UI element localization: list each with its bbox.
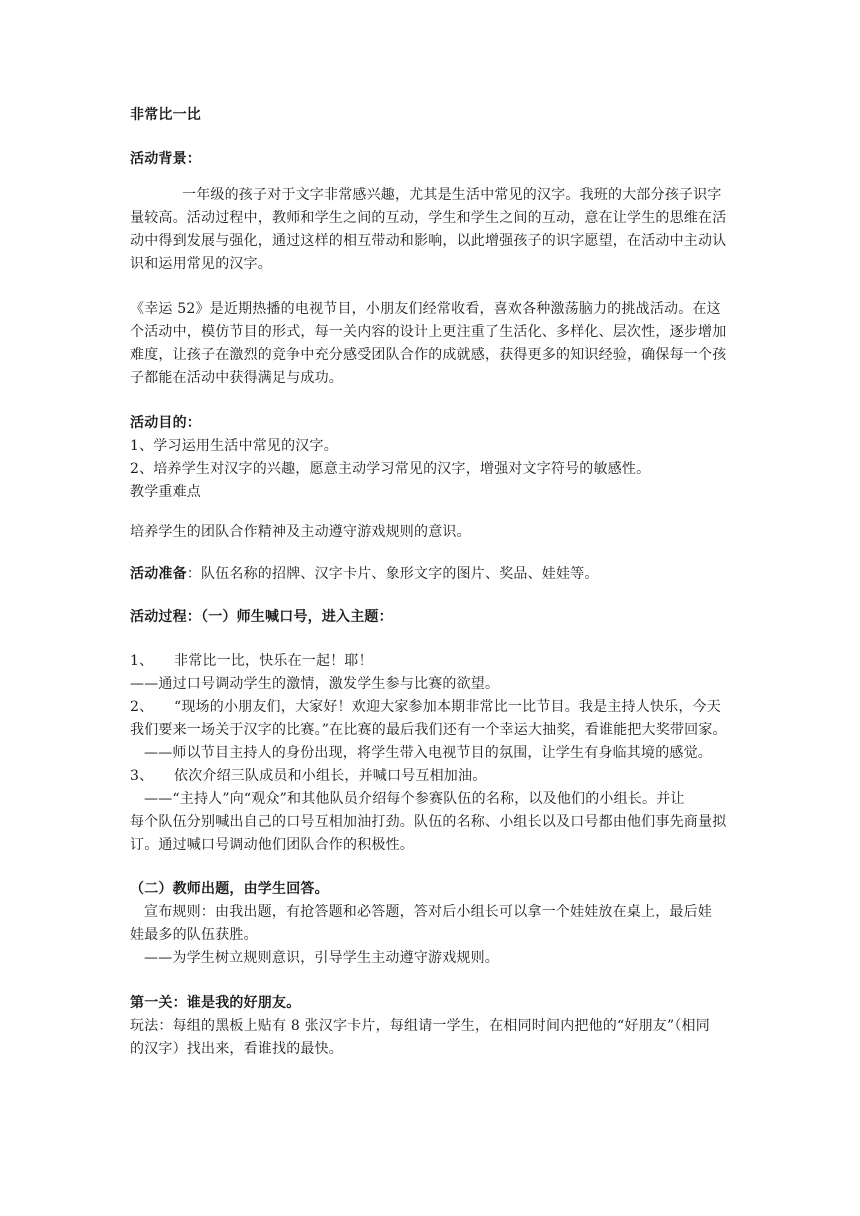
section-2-heading: （二）教师出题，由学生回答。 [130, 881, 329, 897]
purpose-heading: 活动目的： [130, 415, 201, 431]
background-paragraph-line: 子都能在活动中获得满足与成功。 [130, 370, 343, 386]
step-3-note-line: 订。通过喊口号调动他们团队合作的积极性。 [130, 837, 414, 853]
preparation-label: 活动准备 [130, 566, 187, 582]
level-1-play-line: 的汉字）找出来，看谁找的最快。 [130, 1041, 343, 1057]
preparation-line [130, 563, 599, 585]
background-paragraph-line: 个活动中，模仿节目的形式，每一关内容的设计上更注重了生活化、多样化、层次性，逐步增加 [130, 324, 727, 340]
background-paragraph-line: 难度，让孩子在激烈的竞争中充分感受团队合作的成就感，获得更多的知识经验，确保每一个孩 [130, 347, 727, 363]
step-number: 3、 [130, 768, 154, 784]
background-paragraph-line: 一年级的孩子对于文字非常感兴趣，尤其是生活中常见的汉字。我班的大部分孩子识字 [182, 187, 722, 203]
step-text: “现场的小朋友们，大家好！欢迎大家参加本期非常比一比节目。我是主持人快乐，今天 [174, 699, 721, 715]
step-2-line: 我们要来一场关于汉字的比赛。”在比赛的最后我们还有一个幸运大抽奖，看谁能把大奖带回家。 [130, 722, 727, 738]
background-paragraph-line: 识和运用常见的汉字。 [130, 256, 272, 272]
step-3-note-line: ——“主持人”向“观众”和其他队员介绍每个参赛队伍的名称，以及他们的小组长。并让 [144, 791, 685, 807]
step-text: 依次介绍三队成员和小组长，并喊口号互相加油。 [174, 768, 487, 784]
step-number: 2、 [130, 699, 154, 715]
document-title: 非常比一比 [130, 107, 201, 123]
document-page [130, 0, 742, 1216]
background-paragraph-line: 动中得到发展与强化，通过这样的相互带动和影响，以此增强孩子的识字愿望，在活动中主动认 [130, 233, 727, 249]
step-3 [130, 765, 486, 787]
step-2 [130, 696, 721, 718]
rules-note: ——为学生树立规则意识，引导学生主动遵守游戏规则。 [144, 950, 499, 966]
purpose-item: 2、培养学生对汉字的兴趣，愿意主动学习常见的汉字，增强对文字符号的敏感性。 [130, 461, 651, 477]
rules-line: 娃最多的队伍获胜。 [130, 927, 258, 943]
step-3-note-line: 每个队伍分别喊出自己的口号互相加油打劲。队伍的名称、小组长以及口号都由他们事先商量拟 [130, 814, 727, 830]
key-points-text: 培养学生的团队合作精神及主动遵守游戏规则的意识。 [130, 524, 471, 540]
rules-line: 宣布规则：由我出题，有抢答题和必答题，答对后小组长可以拿一个娃娃放在桌上，最后娃 [144, 904, 712, 920]
step-2-note: ——师以节目主持人的身份出现，将学生带入电视节目的氛围，让学生有身临其境的感觉。 [144, 745, 712, 761]
preparation-text: ：队伍名称的招牌、汉字卡片、象形文字的图片、奖品、娃娃等。 [186, 566, 599, 582]
background-heading: 活动背景： [130, 151, 201, 167]
step-number: 1、 [130, 653, 154, 669]
process-heading: 活动过程：（一）师生喊口号，进入主题： [130, 609, 393, 625]
background-paragraph-line: 量较高。活动过程中，教师和学生之间的互动，学生和学生之间的互动，意在让学生的思维在活 [130, 210, 727, 226]
level-1-heading: 第一关：谁是我的好朋友。 [130, 995, 301, 1011]
background-paragraph-line: 《幸运 52》是近期热播的电视节目，小朋友们经常收看，喜欢各种激荡脑力的挑战活动。在这 [130, 301, 721, 317]
step-1-note: ——通过口号调动学生的激情，激发学生参与比赛的欲望。 [130, 676, 500, 692]
purpose-item: 1、学习运用生活中常见的汉字。 [130, 438, 338, 454]
key-points-heading: 教学重难点 [130, 484, 201, 500]
step-text: 非常比一比，快乐在一起！耶！ [174, 653, 373, 669]
step-1 [130, 650, 373, 672]
level-1-play-line: 玩法：每组的黑板上贴有 8 张汉字卡片，每组请一学生，在相同时间内把他的“好朋友”（相同 [130, 1018, 710, 1034]
